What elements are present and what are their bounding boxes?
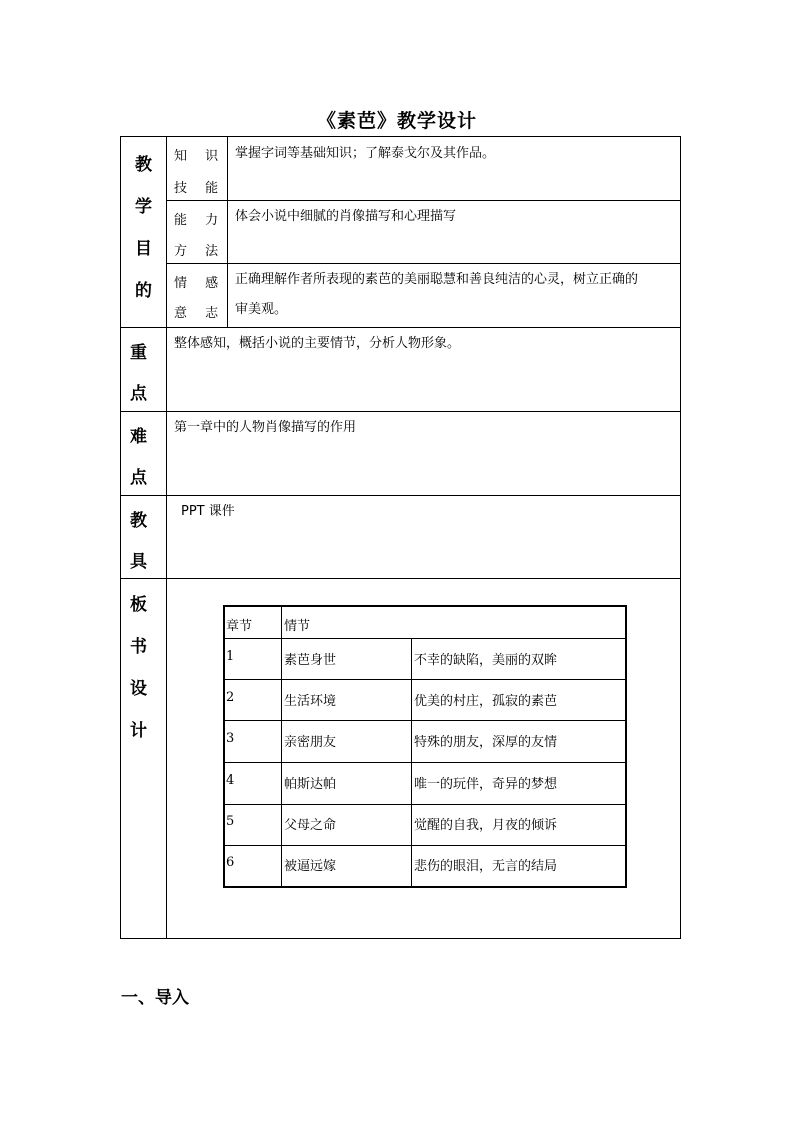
board-cell-no: 3 — [226, 731, 235, 746]
board-cell-desc: 特殊的朋友，深厚的友情 — [414, 735, 558, 750]
column-divider-1 — [166, 136, 167, 939]
keypoints-content: 整体感知，概括小说的主要情节，分析人物形象。 — [174, 336, 461, 351]
board-header-chapter: 章节 — [226, 619, 253, 634]
board-row-divider — [223, 638, 627, 639]
table-border-bottom — [120, 938, 681, 939]
goals-content-emotion: 审美观。 — [235, 302, 288, 317]
difficulties-label-char: 难 — [130, 427, 147, 447]
board-label-char: 计 — [130, 721, 147, 741]
board-row-divider — [223, 804, 627, 805]
board-cell-no: 2 — [226, 690, 235, 705]
board-cell-no: 6 — [226, 855, 235, 870]
table-border-left — [120, 136, 121, 939]
board-cell-plot: 被逼远嫁 — [284, 859, 337, 874]
board-cell-no: 4 — [226, 773, 235, 788]
difficulties-content: 第一章中的人物肖像描写的作用 — [174, 420, 357, 435]
board-col-divider-2 — [411, 638, 412, 888]
board-row-divider — [223, 845, 627, 846]
board-cell-no: 5 — [226, 814, 235, 829]
section-heading-intro: 一、导入 — [121, 988, 189, 1008]
board-label-char: 书 — [130, 637, 147, 657]
board-cell-desc: 优美的村庄，孤寂的素芭 — [414, 694, 558, 709]
goals-header-char: 目 — [135, 239, 152, 259]
board-cell-plot: 素芭身世 — [284, 653, 337, 668]
board-cell-plot: 亲密朋友 — [284, 735, 337, 750]
row-divider-tools — [120, 578, 681, 579]
page-title: 《素芭》教学设计 — [316, 110, 477, 132]
board-row-divider — [223, 762, 627, 763]
goals-row-divider-2 — [166, 263, 681, 264]
board-cell-plot: 帕斯达帕 — [284, 777, 337, 792]
board-label-char: 设 — [130, 679, 147, 699]
goals-label-knowledge: 技 能 — [174, 181, 226, 196]
board-table-bottom — [223, 886, 627, 888]
keypoints-label-char: 重 — [130, 343, 147, 363]
row-divider-difficulties — [120, 495, 681, 496]
goals-label-emotion: 意 志 — [174, 306, 226, 321]
goals-row-divider-1 — [166, 200, 681, 201]
row-divider-goals — [120, 327, 681, 328]
goals-label-ability: 方 法 — [174, 244, 226, 259]
goals-content-emotion: 正确理解作者所表现的素芭的美丽聪慧和善良纯洁的心灵，树立正确的 — [235, 272, 639, 287]
board-cell-desc: 不幸的缺陷，美丽的双眸 — [414, 653, 558, 668]
keypoints-label-char: 点 — [130, 384, 147, 404]
goals-content-ability: 体会小说中细腻的肖像描写和心理描写 — [235, 209, 457, 224]
goals-content-knowledge: 掌握字词等基础知识；了解泰戈尔及其作品。 — [235, 146, 496, 161]
tools-label-char: 具 — [130, 552, 147, 572]
board-cell-no: 1 — [226, 649, 235, 664]
goals-label-ability: 能 力 — [174, 213, 226, 228]
board-header-plot: 情节 — [284, 619, 311, 634]
tools-label-char: 教 — [130, 511, 147, 531]
board-cell-desc: 悲伤的眼泪，无言的结局 — [414, 859, 558, 874]
table-border-top — [120, 136, 681, 137]
tools-content: PPT 课件 — [181, 504, 235, 519]
goals-header-char: 教 — [135, 155, 152, 175]
board-table-top — [223, 605, 627, 607]
board-label-char: 板 — [130, 595, 147, 615]
board-row-divider — [223, 679, 627, 680]
board-cell-desc: 觉醒的自我，月夜的倾诉 — [414, 818, 558, 833]
board-cell-plot: 父母之命 — [284, 818, 337, 833]
board-cell-plot: 生活环境 — [284, 694, 337, 709]
goals-label-emotion: 情 感 — [174, 276, 226, 291]
board-row-divider — [223, 720, 627, 721]
row-divider-keypoints — [120, 411, 681, 412]
goals-header-char: 的 — [135, 281, 152, 301]
goals-header-char: 学 — [135, 197, 152, 217]
table-border-right — [680, 136, 681, 939]
goals-label-knowledge: 知 识 — [174, 149, 226, 164]
board-cell-desc: 唯一的玩伴，奇异的梦想 — [414, 777, 558, 792]
difficulties-label-char: 点 — [130, 468, 147, 488]
column-divider-2 — [227, 136, 228, 327]
